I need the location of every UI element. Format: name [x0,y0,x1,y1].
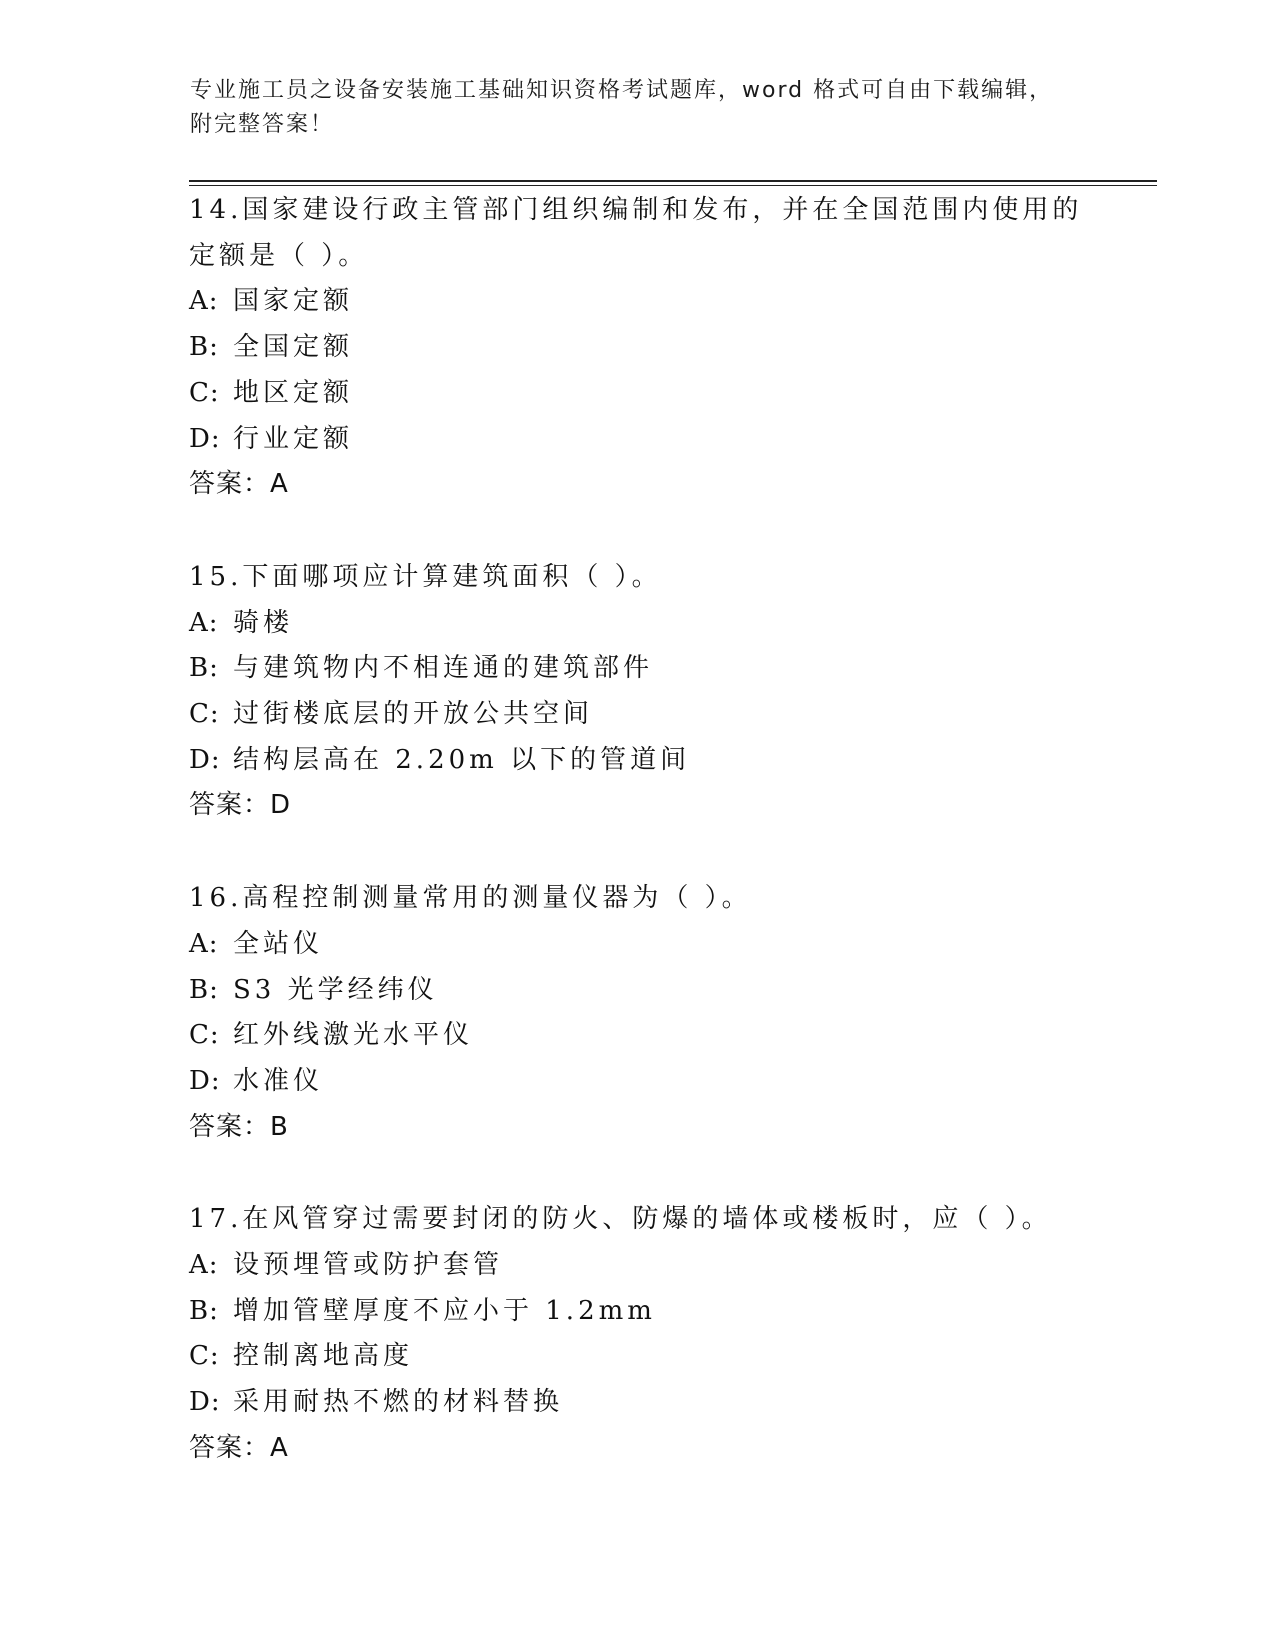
question-stem: 16.高程控制测量常用的测量仪器为（ ）。 [189,883,752,914]
answer-line: 答案：D [189,790,292,821]
option-d [189,738,1089,784]
option-letter: B: [189,653,219,684]
option-letter: D: [189,1387,221,1418]
option-a [189,1243,1089,1289]
option-letter: A: [189,607,219,638]
option-letter: B: [189,332,219,363]
option-letter: B: [189,974,219,1005]
document-header [190,74,1070,142]
option-letter: C: [189,699,220,730]
header-rule-thick [189,180,1157,182]
header-line-1: 专业施工员之设备安装施工基础知识资格考试题库，word 格式可自由下载编辑， [190,78,1054,103]
option-c [189,1334,1089,1380]
option-text: 采用耐热不燃的材料替换 [233,1387,564,1418]
option-letter: A: [189,928,219,959]
answer-line: 答案：B [189,1111,289,1142]
answer-line: 答案：A [189,469,289,500]
option-letter: C: [189,1020,220,1051]
option-text: 国家定额 [233,286,354,317]
option-text: 骑楼 [233,607,294,638]
option-text: 结构层高在 2.20m 以下的管道间 [233,744,691,775]
option-letter: A: [189,286,219,317]
option-a [189,601,1089,647]
option-letter: D: [189,744,221,775]
question-stem: 14.国家建设行政主管部门组织编制和发布，并在全国范围内使用的定额是（ ）。 [189,195,1083,271]
option-text: 地区定额 [233,377,354,408]
option-letter: C: [189,377,220,408]
option-text: 设预埋管或防护套管 [233,1250,504,1281]
question-14 [189,188,1089,508]
option-c [189,1013,1089,1059]
option-c [189,692,1089,738]
option-text: 控制离地高度 [233,1341,414,1372]
option-text: 全站仪 [233,928,324,959]
option-text: 增加管壁厚度不应小于 1.2mm [233,1295,656,1326]
option-text: S3 光学经纬仪 [233,974,438,1005]
option-letter: D: [189,1065,221,1096]
question-15 [189,555,1089,829]
option-text: 全国定额 [233,332,354,363]
option-b [189,325,1089,371]
option-letter: B: [189,1295,219,1326]
header-rule-thin [189,185,1157,186]
option-b [189,968,1089,1014]
option-b [189,1289,1089,1335]
option-letter: A: [189,1250,219,1281]
option-d [189,1380,1089,1426]
option-text: 过街楼底层的开放公共空间 [233,699,594,730]
option-a [189,279,1089,325]
option-d [189,1059,1089,1105]
option-letter: D: [189,423,221,454]
question-17 [189,1197,1089,1471]
question-list [189,188,1089,1519]
question-stem: 17.在风管穿过需要封闭的防火、防爆的墙体或楼板时，应（ ）。 [189,1204,1052,1235]
option-letter: C: [189,1341,220,1372]
option-text: 红外线激光水平仪 [233,1020,474,1051]
option-d [189,417,1089,463]
option-text: 水准仪 [233,1065,324,1096]
answer-line: 答案：A [189,1432,289,1463]
option-text: 与建筑物内不相连通的建筑部件 [233,653,654,684]
header-line-2: 附完整答案！ [190,112,335,137]
option-c [189,371,1089,417]
question-16 [189,876,1089,1150]
question-stem: 15.下面哪项应计算建筑面积（ ）。 [189,561,662,592]
option-a [189,922,1089,968]
option-text: 行业定额 [233,423,354,454]
option-b [189,646,1089,692]
